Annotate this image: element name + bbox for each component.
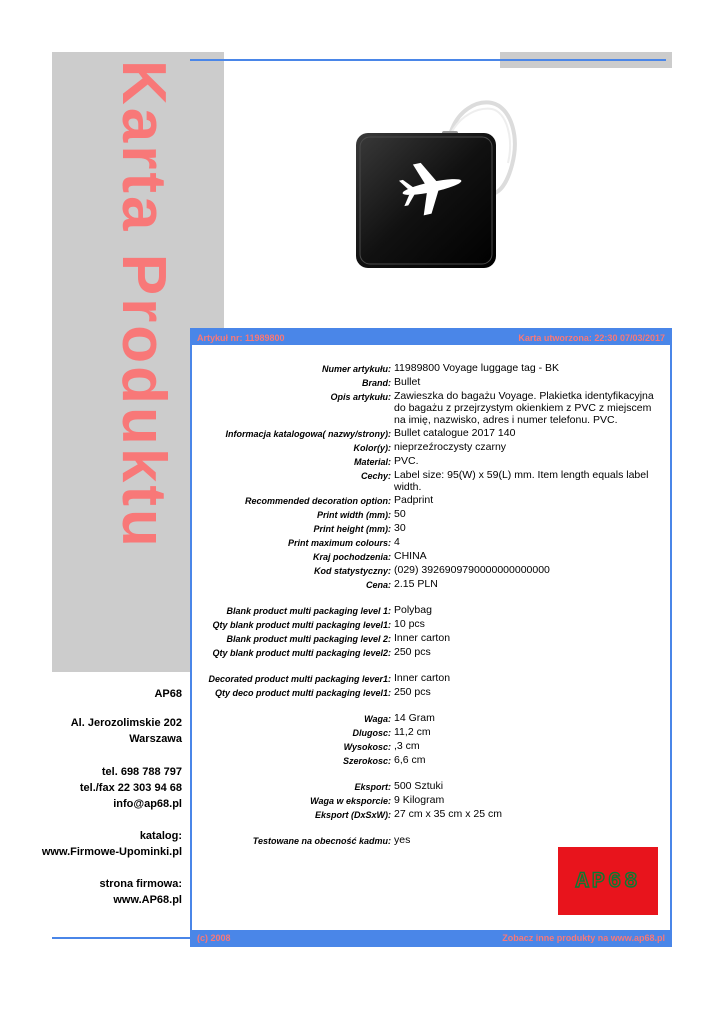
catalog-link[interactable]: www.Firmowe-Upominki.pl xyxy=(41,846,182,858)
detail-value: 250 pcs xyxy=(394,646,431,658)
detail-value: 500 Sztuki xyxy=(394,780,444,792)
company-city: Warszawa xyxy=(129,733,182,745)
detail-row xyxy=(192,646,670,659)
detail-label: Kod statystyczny: xyxy=(313,566,391,576)
detail-label: Kolor(y): xyxy=(353,443,391,453)
detail-label: Print width (mm): xyxy=(317,510,391,520)
detail-row xyxy=(192,441,670,454)
detail-value: Inner carton xyxy=(394,672,451,684)
detail-row xyxy=(192,550,670,563)
detail-row xyxy=(192,604,670,617)
company-fax: tel./fax 22 303 94 68 xyxy=(79,782,182,794)
detail-label: Eksport: xyxy=(354,782,391,792)
catalog-label: katalog: xyxy=(139,830,182,842)
detail-label: Dlugosc: xyxy=(352,728,391,738)
more-products-link[interactable]: Zobacz inne produkty na www.ap68.pl xyxy=(502,932,665,943)
detail-rows xyxy=(192,362,670,848)
detail-row xyxy=(192,712,670,725)
detail-label: Material: xyxy=(353,457,391,467)
detail-row xyxy=(192,632,670,645)
detail-row xyxy=(192,469,670,493)
detail-value: 10 pcs xyxy=(394,618,425,630)
detail-row xyxy=(192,455,670,468)
bottom-divider xyxy=(52,937,192,939)
detail-value: Label size: 95(W) x 59(L) mm. Item length equals label width. xyxy=(394,469,649,493)
card-footer xyxy=(192,930,670,945)
detail-value: (029) 3926909790000000000000 xyxy=(394,564,550,576)
detail-row xyxy=(192,376,670,389)
detail-value: PVC. xyxy=(394,455,419,467)
detail-row xyxy=(192,494,670,507)
company-phone: tel. 698 788 797 xyxy=(101,766,182,778)
detail-value: Bullet xyxy=(394,376,421,388)
detail-row xyxy=(192,794,670,807)
detail-value: Zawieszka do bagażu Voyage. Plakietka identyfikacyjna do bagażu z przejrzystym okienkiem z PVC z miejscem na imię, nazwisko, adres i numer telefonu. PVC. xyxy=(394,390,654,426)
detail-value: CHINA xyxy=(394,550,427,562)
detail-row xyxy=(192,686,670,699)
article-number: Artykuł nr: 11989800 xyxy=(197,332,285,343)
detail-label: Cechy: xyxy=(360,471,391,481)
detail-value: 6,6 cm xyxy=(394,754,426,766)
detail-value: nieprzeźroczysty czarny xyxy=(394,441,507,453)
detail-label: Recommended decoration option: xyxy=(244,496,391,506)
detail-value: yes xyxy=(394,834,411,846)
company-name: AP68 xyxy=(154,688,182,700)
detail-row xyxy=(192,618,670,631)
company-street: Al. Jerozolimskie 202 xyxy=(70,717,182,729)
detail-row xyxy=(192,564,670,577)
detail-label: Qty deco product multi packaging level1: xyxy=(214,688,391,698)
detail-value: Inner carton xyxy=(394,632,451,644)
detail-value: 250 pcs xyxy=(394,686,431,698)
detail-row xyxy=(192,754,670,767)
detail-value: 11989800 Voyage luggage tag - BK xyxy=(394,362,560,374)
logo-text: AP68 xyxy=(575,868,641,894)
detail-value: Bullet catalogue 2017 140 xyxy=(394,427,516,439)
detail-row xyxy=(192,427,670,440)
detail-label: Brand: xyxy=(362,378,391,388)
detail-value: 2.15 PLN xyxy=(394,578,438,590)
card-header xyxy=(192,330,670,345)
detail-value: 9 Kilogram xyxy=(394,794,445,806)
vertical-title-text: Karta Produktu xyxy=(109,60,178,550)
ap68-logo xyxy=(558,847,658,915)
detail-label: Eksport (DxSxW): xyxy=(314,810,391,820)
created-date: Karta utworzona: 22:30 07/03/2017 xyxy=(518,332,665,343)
detail-label: Waga w eksporcie: xyxy=(310,796,391,806)
detail-label: Testowane na obecność kadmu: xyxy=(252,836,391,846)
detail-value: ,3 cm xyxy=(394,740,420,752)
detail-row xyxy=(192,740,670,753)
detail-row xyxy=(192,536,670,549)
detail-label: Decorated product multi packaging lever1: xyxy=(208,674,391,684)
detail-value: Padprint xyxy=(394,494,434,506)
detail-label: Cena: xyxy=(365,580,391,590)
detail-row xyxy=(192,726,670,739)
detail-label: Print height (mm): xyxy=(313,524,391,534)
detail-label: Numer artykułu: xyxy=(321,364,391,374)
site-label: strona firmowa: xyxy=(99,878,182,890)
site-link[interactable]: www.AP68.pl xyxy=(113,894,182,906)
detail-value: 27 cm x 35 cm x 25 cm xyxy=(394,808,502,820)
detail-label: Wysokosc: xyxy=(343,742,391,752)
detail-label: Kraj pochodzenia: xyxy=(312,552,391,562)
detail-value: 11,2 cm xyxy=(394,726,431,738)
detail-label: Waga: xyxy=(364,714,391,724)
top-divider xyxy=(190,59,666,61)
detail-label: Qty blank product multi packaging level2: xyxy=(212,648,391,658)
detail-row xyxy=(192,672,670,685)
detail-row xyxy=(192,390,670,426)
detail-value: 14 Gram xyxy=(394,712,435,724)
detail-row xyxy=(192,522,670,535)
detail-label: Blank product multi packaging level 2: xyxy=(226,634,391,644)
detail-label: Blank product multi packaging level 1: xyxy=(226,606,391,616)
detail-value: 30 xyxy=(394,522,406,534)
detail-row xyxy=(192,808,670,821)
company-email[interactable]: info@ap68.pl xyxy=(113,798,182,810)
detail-value: 50 xyxy=(394,508,406,520)
detail-label: Opis artykułu: xyxy=(330,392,391,402)
detail-row xyxy=(192,834,670,847)
detail-row xyxy=(192,508,670,521)
detail-row xyxy=(192,362,670,375)
detail-row xyxy=(192,578,670,591)
detail-value: Polybag xyxy=(394,604,432,616)
product-photo xyxy=(352,95,552,275)
copyright: (c) 2008 xyxy=(197,932,231,943)
detail-value: 4 xyxy=(394,536,400,548)
detail-label: Szerokosc: xyxy=(342,756,391,766)
detail-label: Print maximum colours: xyxy=(287,538,391,548)
detail-label: Qty blank product multi packaging level1: xyxy=(212,620,391,630)
detail-row xyxy=(192,780,670,793)
detail-label: Informacja katalogowa( nazwy/strony): xyxy=(225,429,391,439)
